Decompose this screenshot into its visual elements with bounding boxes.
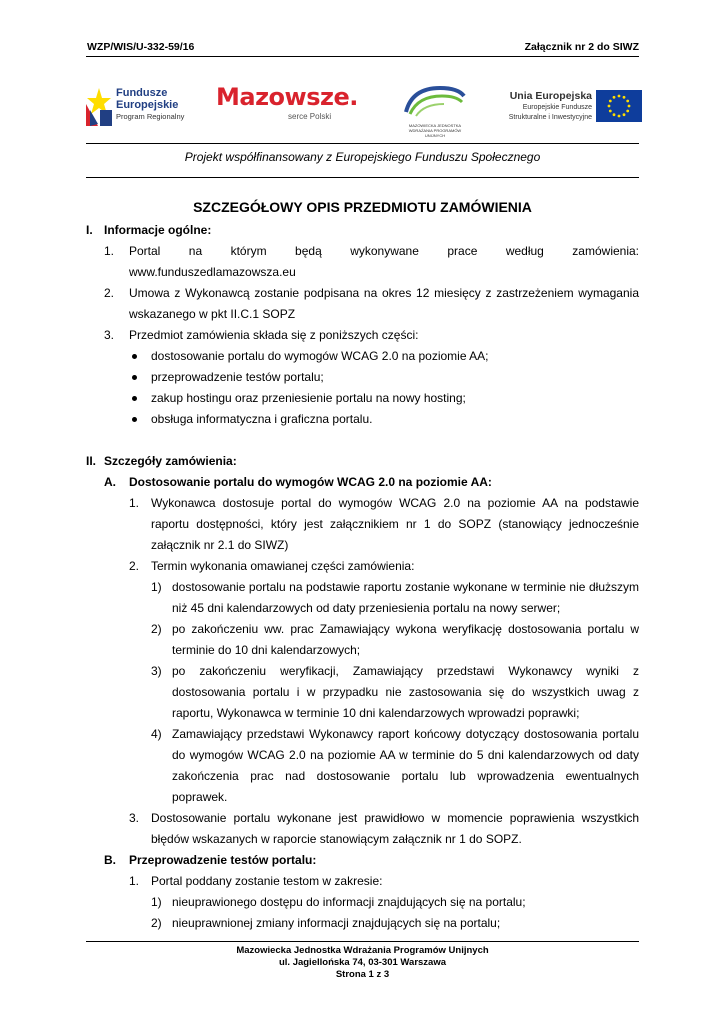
list-item xyxy=(86,556,639,577)
section-1-heading xyxy=(86,220,639,241)
section-2-heading xyxy=(86,451,639,472)
bullet-item xyxy=(86,409,639,430)
bullet-icon xyxy=(132,354,137,359)
bullet-item xyxy=(86,388,639,409)
sub-item-text: po zakończeniu weryfikacji, Zamawiający przedstawi Wykonawcy wyniki z dostosowania portalu i w przypadku nie zastosowania się do wszystkich uwag z raportu, Wykonawca w terminie 10 dni kalendarzowych wprowadzi poprawki; xyxy=(172,664,639,720)
section-1-title: Informacje ogólne: xyxy=(104,223,212,237)
section-1-label: I. xyxy=(86,223,93,237)
section-2-title: Szczegóły zamówienia: xyxy=(104,454,237,468)
sub-item-text: po zakończeniu ww. prac Zamawiający wykona weryfikację dostosowania portalu w terminie do 10 dni kalendarzowych; xyxy=(172,622,639,657)
logo-rule-top xyxy=(86,143,639,144)
part-a-label: A. xyxy=(104,475,116,489)
bullet-item xyxy=(86,367,639,388)
sub-item-number: 1) xyxy=(151,895,162,909)
part-b-heading xyxy=(86,850,639,871)
page-footer xyxy=(86,945,639,981)
sub-item-number: 3) xyxy=(151,664,162,678)
ue-title: Unia Europejska xyxy=(509,90,592,102)
item-number: 2. xyxy=(129,559,140,573)
part-b-title: Przeprowadzenie testów portalu: xyxy=(129,853,317,867)
logo-bar xyxy=(86,80,639,136)
part-b-label: B. xyxy=(104,853,116,867)
item-number: 1. xyxy=(104,244,115,258)
item-text: Dostosowanie portalu wykonane jest prawidłowo w momencie poprawienia wszystkich błędów wskazanych w raporcie stanowiącym załącznik nr 1 do SOPZ. xyxy=(151,811,639,846)
item-text: Wykonawca dostosuje portal do wymogów WCAG 2.0 na poziomie AA na podstawie raportu dostępności, który jest załącznikiem nr 1 do SOPZ (stanowiący jednocześnie załącznik nr 2.1 do SIWZ) xyxy=(151,496,639,552)
sub-item-text: dostosowanie portalu na podstawie raportu zostanie wykonane w terminie nie dłuższym niż 45 dni kalendarzowych od daty przeniesienia portalu na nowy serwer; xyxy=(172,580,639,615)
ue-sub2: Strukturalne i Inwestycyjne xyxy=(508,114,592,121)
attachment-label: Załącznik nr 2 do SIWZ xyxy=(524,41,639,53)
sub-item xyxy=(86,619,639,661)
list-item xyxy=(86,241,639,283)
bullet-text: przeprowadzenie testów portalu; xyxy=(151,370,324,384)
document-reference: WZP/WIS/U-332-59/16 xyxy=(87,41,195,53)
bullet-icon xyxy=(132,417,137,422)
footer-rule xyxy=(86,941,639,942)
sub-item-text: nieuprawnionej zmiany informacji znajdujących się na portalu; xyxy=(172,916,501,930)
document-body xyxy=(86,220,639,934)
item-number: 1. xyxy=(129,874,140,888)
item-text: Termin wykonania omawianej części zamówienia: xyxy=(151,559,415,573)
item-number: 2. xyxy=(104,286,115,300)
list-item xyxy=(86,493,639,556)
list-item xyxy=(86,325,639,346)
sub-item-number: 2) xyxy=(151,622,162,636)
portal-url: www.funduszedlamazowsza.eu xyxy=(129,265,296,279)
sub-item-number: 2) xyxy=(151,916,162,930)
part-a-heading xyxy=(86,472,639,493)
mazowsze-wordmark: Mazowsze. xyxy=(216,83,358,111)
mjwpu-name: MAZOWIECKA JEDNOSTKA WDRAŻANIA PROGRAMÓW UNIJNYCH xyxy=(408,123,462,138)
bullet-text: obsługa informatyczna i graficzna portalu. xyxy=(151,412,373,426)
item-number: 1. xyxy=(129,496,140,510)
eu-flag-icon xyxy=(596,90,642,122)
bullet-icon xyxy=(132,396,137,401)
unia-europejska-logo xyxy=(502,86,639,130)
sub-item-number: 4) xyxy=(151,727,162,741)
part-a-title: Dostosowanie portalu do wymogów WCAG 2.0 na poziomie AA: xyxy=(129,475,492,489)
item-number: 3. xyxy=(129,811,140,825)
sub-item xyxy=(86,577,639,619)
page-title: SZCZEGÓŁOWY OPIS PRZEDMIOTU ZAMÓWIENIA xyxy=(193,199,532,215)
bullet-item xyxy=(86,346,639,367)
footer-institution: Mazowiecka Jednostka Wdrażania Programów Unijnych xyxy=(236,945,489,956)
cofinancing-note: Projekt współfinansowany z Europejskiego Funduszu Społecznego xyxy=(184,150,541,164)
sub-item xyxy=(86,724,639,808)
sub-item-text: nieuprawionego dostępu do informacji znajdujących się na portalu; xyxy=(172,895,526,909)
header-rule xyxy=(86,56,639,57)
list-item xyxy=(86,808,639,850)
sub-item xyxy=(86,892,639,913)
item-text: Przedmiot zamówienia składa się z poniższych części: xyxy=(129,328,419,342)
list-item xyxy=(86,283,639,325)
fe-star-icon xyxy=(86,86,112,126)
item-number: 3. xyxy=(104,328,115,342)
ue-sub1: Europejskie Fundusze xyxy=(522,104,592,111)
fundusze-europejskie-logo xyxy=(86,84,196,132)
mjwpu-emblem-icon xyxy=(402,82,468,118)
item-text: Umowa z Wykonawcą zostanie podpisana na okres 12 miesięcy z zastrzeżeniem wymagania wskazanego w pkt II.C.1 SOPZ xyxy=(129,286,639,321)
page-number: Strona 1 z 3 xyxy=(335,969,390,980)
sub-item-text: Zamawiający przedstawi Wykonawcy raport końcowy dotyczący dostosowania portalu do wymogów WCAG 2.0 na poziomie AA w terminie do 5 dni kalendarzowych od daty zakończenia prac nad dostosowanie portalu lub wprowadzenia ewentualnych poprawek. xyxy=(172,727,639,804)
section-2-label: II. xyxy=(86,454,97,468)
sub-item xyxy=(86,913,639,934)
fe-line1: Fundusze xyxy=(116,87,168,99)
mjwpu-logo xyxy=(402,82,472,138)
fe-line3: Program Regionalny xyxy=(116,112,185,121)
list-item xyxy=(86,871,639,892)
sub-item xyxy=(86,661,639,724)
footer-address: ul. Jagiellońska 74, 03-301 Warszawa xyxy=(278,957,447,968)
item-text: Portal na którym będą wykonywane prace według zamówienia: xyxy=(129,244,639,258)
logo-rule-bottom xyxy=(86,177,639,178)
bullet-text: dostosowanie portalu do wymogów WCAG 2.0 na poziomie AA; xyxy=(151,349,489,363)
bullet-icon xyxy=(132,375,137,380)
bullet-text: zakup hostingu oraz przeniesienie portalu na nowy hosting; xyxy=(151,391,466,405)
item-text: Portal poddany zostanie testom w zakresie: xyxy=(151,874,383,888)
sub-item-number: 1) xyxy=(151,580,162,594)
mazowsze-tagline: serce Polski xyxy=(288,112,332,121)
fe-line2: Europejskie xyxy=(116,99,179,111)
mazowsze-logo xyxy=(216,82,376,132)
